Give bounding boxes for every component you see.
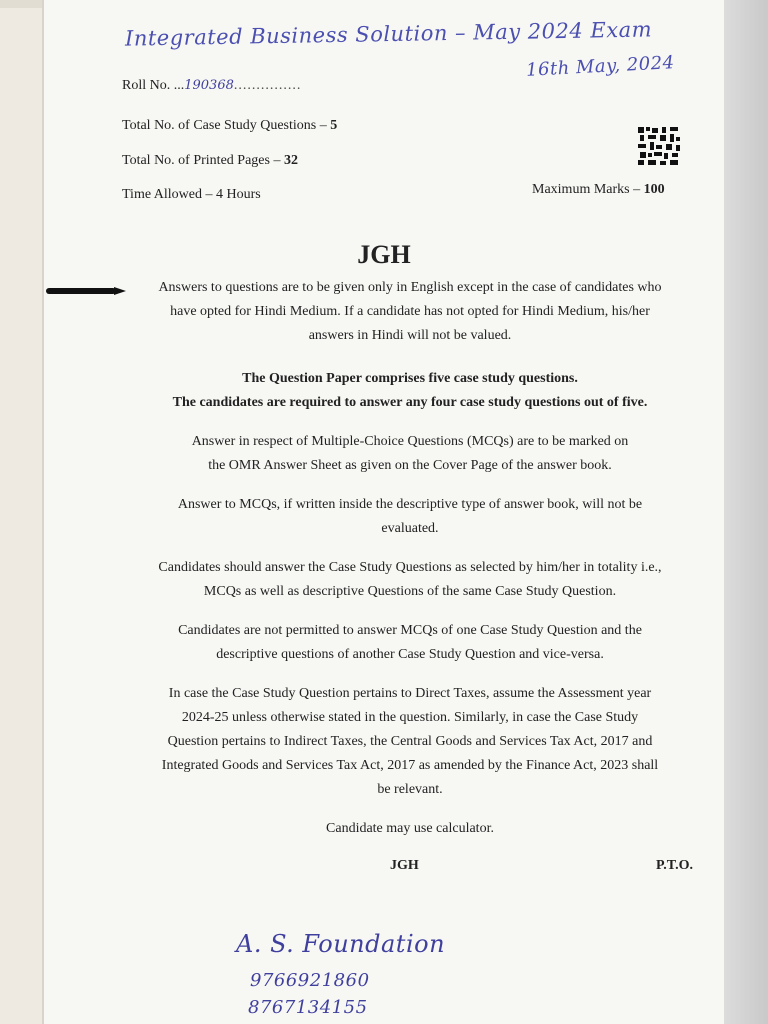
instruction-line: 2024-25 unless otherwise stated in the question. Similarly, in case the Case Study bbox=[181, 710, 639, 725]
printed-pages-value: 32 bbox=[283, 153, 298, 168]
instruction-line: Integrated Goods and Services Tax Act, 2017 as amended by the Finance Act, 2023 shall bbox=[161, 758, 659, 773]
instruction-calculator bbox=[120, 817, 700, 841]
instruction-line: The Question Paper comprises five case study questions. bbox=[242, 371, 578, 386]
roll-dots: ............... bbox=[233, 78, 302, 93]
footer-paper-code: JGH bbox=[390, 858, 419, 873]
marks-value: 100 bbox=[643, 182, 665, 197]
handwritten-phone-1: 9766921860 bbox=[250, 970, 370, 991]
instruction-line: Answers to questions are to be given only in English except in the case of candidates who bbox=[158, 280, 662, 295]
instruction-line: The candidates are required to answer any four case study questions out of five. bbox=[172, 395, 648, 410]
instruction-line: Question pertains to Indirect Taxes, the Central Goods and Services Tax Act, 2017 and bbox=[167, 734, 653, 749]
marks-label: Maximum Marks – bbox=[532, 182, 644, 197]
instruction-totality bbox=[120, 556, 700, 604]
instruction-line: evaluated. bbox=[381, 521, 439, 536]
highlighter-marker-stroke bbox=[46, 288, 116, 294]
instruction-taxes bbox=[120, 682, 700, 802]
case-questions-label: Total No. of Case Study Questions – bbox=[122, 118, 331, 133]
instruction-mcq-descriptive bbox=[120, 493, 700, 541]
instruction-line: Answer to MCQs, if written inside the descriptive type of answer book, will not be bbox=[177, 497, 643, 512]
instruction-line: Candidates should answer the Case Study Questions as selected by him/her in totality i.e., bbox=[158, 560, 662, 575]
handwritten-phone-2: 8767134155 bbox=[248, 997, 368, 1018]
qr-code-icon bbox=[636, 125, 682, 167]
handwritten-foundation: A. S. Foundation bbox=[236, 930, 446, 958]
time-label: Time Allowed – bbox=[122, 187, 216, 202]
instruction-language bbox=[120, 276, 700, 348]
case-questions-value: 5 bbox=[330, 118, 338, 133]
instruction-line: MCQs as well as descriptive Questions of the same Case Study Question. bbox=[203, 584, 617, 599]
instruction-line: Answer in respect of Multiple-Choice Questions (MCQs) are to be marked on bbox=[191, 434, 629, 449]
instruction-line: Candidate may use calculator. bbox=[326, 821, 494, 836]
case-questions-count bbox=[122, 118, 337, 134]
instruction-line: have opted for Hindi Medium. If a candidate has not opted for Hindi Medium, his/her bbox=[170, 304, 650, 319]
maximum-marks bbox=[532, 182, 665, 198]
roll-number-line bbox=[122, 78, 301, 94]
handwritten-date: 16th May, 2024 bbox=[525, 52, 676, 81]
instruction-omr bbox=[120, 430, 700, 478]
instruction-not-permitted bbox=[120, 619, 700, 667]
time-allowed bbox=[122, 187, 261, 203]
printed-pages-label: Total No. of Printed Pages – bbox=[122, 153, 284, 168]
paper-code-heading: JGH bbox=[357, 240, 411, 269]
instruction-line: the OMR Answer Sheet as given on the Cover Page of the answer book. bbox=[208, 458, 612, 473]
instruction-question-count bbox=[120, 367, 700, 415]
instruction-line: descriptive questions of another Case Study Question and vice-versa. bbox=[216, 647, 604, 662]
instruction-line: In case the Case Study Question pertains to Direct Taxes, assume the Assessment year bbox=[168, 686, 652, 701]
printed-pages-count bbox=[122, 153, 298, 169]
roll-number-value: 190368 bbox=[184, 78, 234, 93]
instruction-line: Candidates are not permitted to answer MCQs of one Case Study Question and the bbox=[178, 623, 642, 638]
roll-label: Roll No. ... bbox=[122, 78, 185, 93]
handwritten-title: Integrated Business Solution – May 2024 Exam bbox=[124, 17, 653, 51]
page-edge-shadow bbox=[724, 0, 768, 1024]
please-turn-over: P.T.O. bbox=[656, 858, 693, 873]
time-value: 4 Hours bbox=[216, 187, 261, 202]
instruction-line: be relevant. bbox=[377, 782, 443, 797]
instruction-line: answers in Hindi will not be valued. bbox=[308, 328, 512, 343]
